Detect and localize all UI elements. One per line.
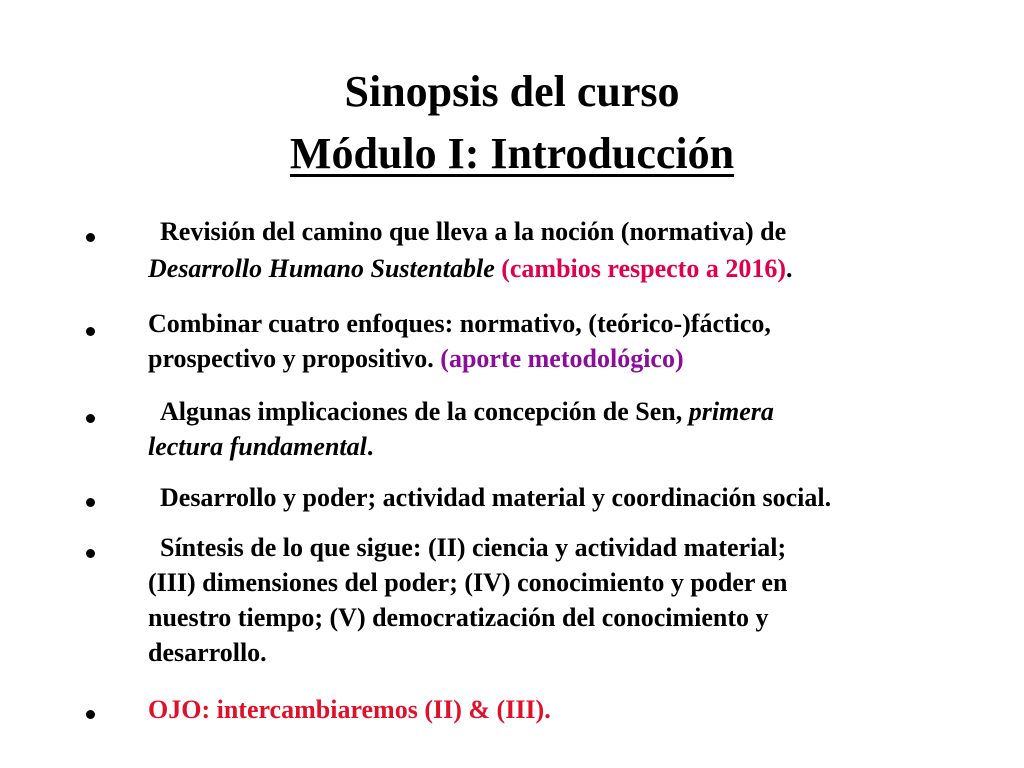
bullet-5-line-1: Síntesis de lo que sigue: (II) ciencia y actividad material;: [160, 533, 787, 562]
bullet-1-period: .: [785, 254, 793, 283]
bullet-5-line-3: nuestro tiempo; (V) democratización del conocimiento y: [148, 603, 769, 632]
bullet-item-5: [148, 530, 968, 670]
bullet-1-italic-text: Desarrollo Humano Sustentable: [148, 254, 495, 283]
bullet-3-italic-a: primera: [688, 397, 774, 426]
bullet-item-3: [148, 394, 968, 464]
bullet-dot-icon: [86, 233, 95, 242]
bullet-6-line-1: OJO: intercambiaremos (II) & (III).: [148, 695, 551, 724]
bullet-item-1: [148, 214, 968, 289]
bullet-dot-icon: [86, 549, 95, 558]
bullet-3-text: Algunas implicaciones de la concepción de Sen,: [160, 397, 683, 426]
bullet-item-6: [148, 692, 968, 727]
bullet-2-line-1: Combinar cuatro enfoques: normativo, (teórico-)fáctico,: [148, 309, 771, 338]
bullet-5-line-2: (III) dimensiones del poder; (IV) conocimiento y poder en: [148, 568, 788, 597]
slide-subtitle: Módulo I: Introducción: [289, 129, 735, 178]
bullet-2-text: prospectivo y propositivo.: [148, 344, 434, 373]
bullet-dot-icon: [86, 498, 95, 507]
bullet-dot-icon: [86, 710, 95, 719]
bullet-item-2: [148, 306, 968, 376]
bullet-3-line-2: [148, 429, 968, 464]
bullet-1-line-1: Revisión del camino que lleva a la noción (normativa) de: [160, 217, 787, 246]
bullet-4-line-1: Desarrollo y poder; actividad material y coordinación social.: [160, 483, 832, 512]
bullet-3-period: .: [366, 432, 374, 461]
bullet-2-note: (aporte metodológico): [440, 344, 684, 373]
bullet-5-line-4: desarrollo.: [148, 638, 267, 667]
bullet-item-4: [148, 480, 968, 515]
slide-title: Sinopsis del curso: [344, 67, 680, 116]
bullet-dot-icon: [86, 327, 95, 336]
bullet-1-note: (cambios respecto a 2016): [501, 254, 786, 283]
bullet-3-line-1: [148, 394, 968, 429]
bullet-3-italic-b: lectura fundamental: [148, 432, 367, 461]
bullet-2-line-2: [148, 341, 968, 376]
bullet-1-line-2: [148, 249, 968, 289]
bullet-dot-icon: [86, 414, 95, 423]
